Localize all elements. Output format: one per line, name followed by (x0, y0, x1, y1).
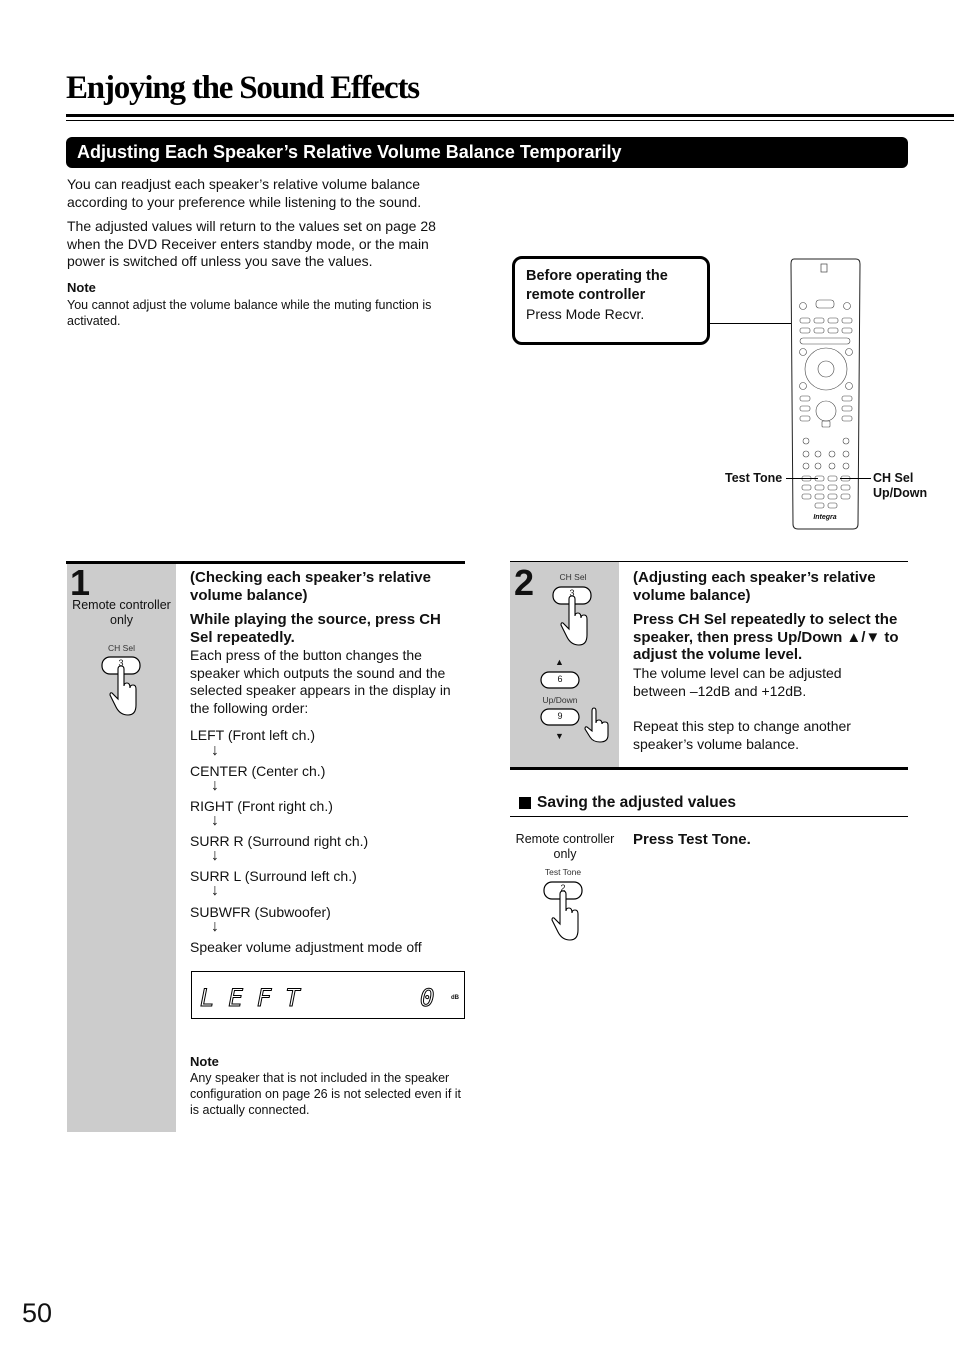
title-rule-thin (66, 120, 954, 121)
step2-bottom-rule (510, 767, 908, 770)
callout-text: Press Mode Recvr. (526, 306, 645, 322)
saving-remote-only: Remote controller only (515, 832, 615, 861)
step2-button2-caption: Up/Down (542, 695, 578, 705)
ch-sel-leader (840, 478, 871, 479)
intro-paragraph-1: You can readjust each speaker’s relative volume balance according to your preference while listening to the sound. (67, 176, 422, 210)
step1-note-heading: Note (190, 1054, 219, 1069)
sequence-item: RIGHT (Front right ch.) (190, 798, 333, 814)
step2-number: 2 (514, 562, 535, 603)
callout-heading: Before operating the remote controller (526, 268, 668, 303)
step2-instruction: Press CH Sel repeatedly to select the speaker, then press Up/Down ▲/▼ to adjust the volume level. (633, 611, 899, 663)
step1-body: Each press of the button changes the speaker which outputs the sound and the selected speaker appears in the display in the following order: (190, 647, 451, 716)
step2-button1-press (551, 585, 593, 647)
intro-note-heading: Note (67, 280, 96, 295)
step2-body-1: The volume level can be adjusted between –12dB and +12dB. (633, 665, 842, 699)
step2-heading: (Adjusting each speaker’s relative volume balance) (633, 569, 876, 604)
intro-paragraph-2: The adjusted values will return to the values set on page 28 when the DVD Receiver enters standby mode, or the main power is switched off unless you save the values. (67, 218, 436, 269)
saving-rule (510, 816, 908, 817)
step2-button2-key: 6 (557, 674, 563, 684)
step1-note-text: Any speaker that is not included in the speaker configuration on page 26 is not selected even if it is actually connected. (190, 1071, 462, 1117)
remote-icon (788, 256, 862, 532)
sequence-item: SUBWFR (Subwoofer) (190, 904, 331, 920)
step1-button-key: 3 (118, 658, 124, 668)
saving-button-key: 2 (560, 883, 566, 893)
sequence-item: LEFT (Front left ch.) (190, 727, 315, 743)
step1-button-press (100, 655, 142, 717)
saving-heading: Saving the adjusted values (537, 794, 736, 811)
square-bullet-icon (519, 797, 531, 809)
sequence-item: Speaker volume adjustment mode off (190, 939, 422, 955)
page-number: 50 (22, 1298, 53, 1328)
step1-remote-only: Remote controller only (72, 598, 171, 627)
lcd-display-value: 0 (420, 984, 435, 1012)
step1-heading: (Checking each speaker’s relative volume balance) (190, 569, 431, 604)
sequence-arrow: ↓ (211, 742, 219, 759)
ch-sel-label: CH Sel (873, 471, 914, 485)
sequence-arrow: ↓ (211, 812, 219, 829)
sequence-arrow: ↓ (211, 882, 219, 899)
lcd-display-text: LEFT (200, 984, 314, 1012)
step2-button1-caption: CH Sel (559, 572, 587, 582)
step2-body-2: Repeat this step to change another speaker’s volume balance. (633, 718, 851, 752)
intro-note-text: You cannot adjust the volume balance while the muting function is activated. (67, 298, 432, 328)
lcd-display-unit: dB (451, 995, 459, 1001)
title-rule (66, 114, 954, 117)
sequence-arrow: ↓ (211, 918, 219, 935)
step1-instruction: While playing the source, press CH Sel repeatedly. (190, 611, 441, 646)
remote-control-illustration (788, 256, 862, 532)
down-arrow-icon: ▼ (555, 731, 564, 741)
sequence-arrow: ↓ (211, 847, 219, 864)
test-tone-label: Test Tone (725, 471, 783, 485)
up-arrow-icon: ▲ (555, 657, 564, 667)
sequence-item: SURR R (Surround right ch.) (190, 833, 369, 849)
chapter-title: Enjoying the Sound Effects (66, 70, 419, 106)
saving-instruction: Press Test Tone. (633, 831, 751, 848)
lcd-display (191, 971, 465, 1019)
up-down-label: Up/Down (873, 486, 928, 500)
sequence-item: SURR L (Surround left ch.) (190, 868, 357, 884)
section-title: Adjusting Each Speaker’s Relative Volume Balance Temporarily (77, 142, 622, 162)
before-operating-callout (512, 256, 710, 345)
step1-button-caption: CH Sel (108, 643, 135, 653)
test-tone-leader (786, 478, 818, 479)
sequence-arrow: ↓ (211, 777, 219, 794)
saving-button-caption: Test Tone (544, 867, 582, 877)
step1-number: 1 (70, 562, 91, 603)
step2-button1-key: 3 (569, 588, 575, 598)
remote-brand: Integra (813, 514, 837, 521)
section-banner (66, 137, 908, 168)
step2-button3-press (540, 707, 612, 743)
step2-button3-key: 9 (557, 711, 563, 721)
sequence-item: CENTER (Center ch.) (190, 763, 326, 779)
saving-button-press (542, 880, 584, 942)
step2-button2 (540, 671, 580, 689)
